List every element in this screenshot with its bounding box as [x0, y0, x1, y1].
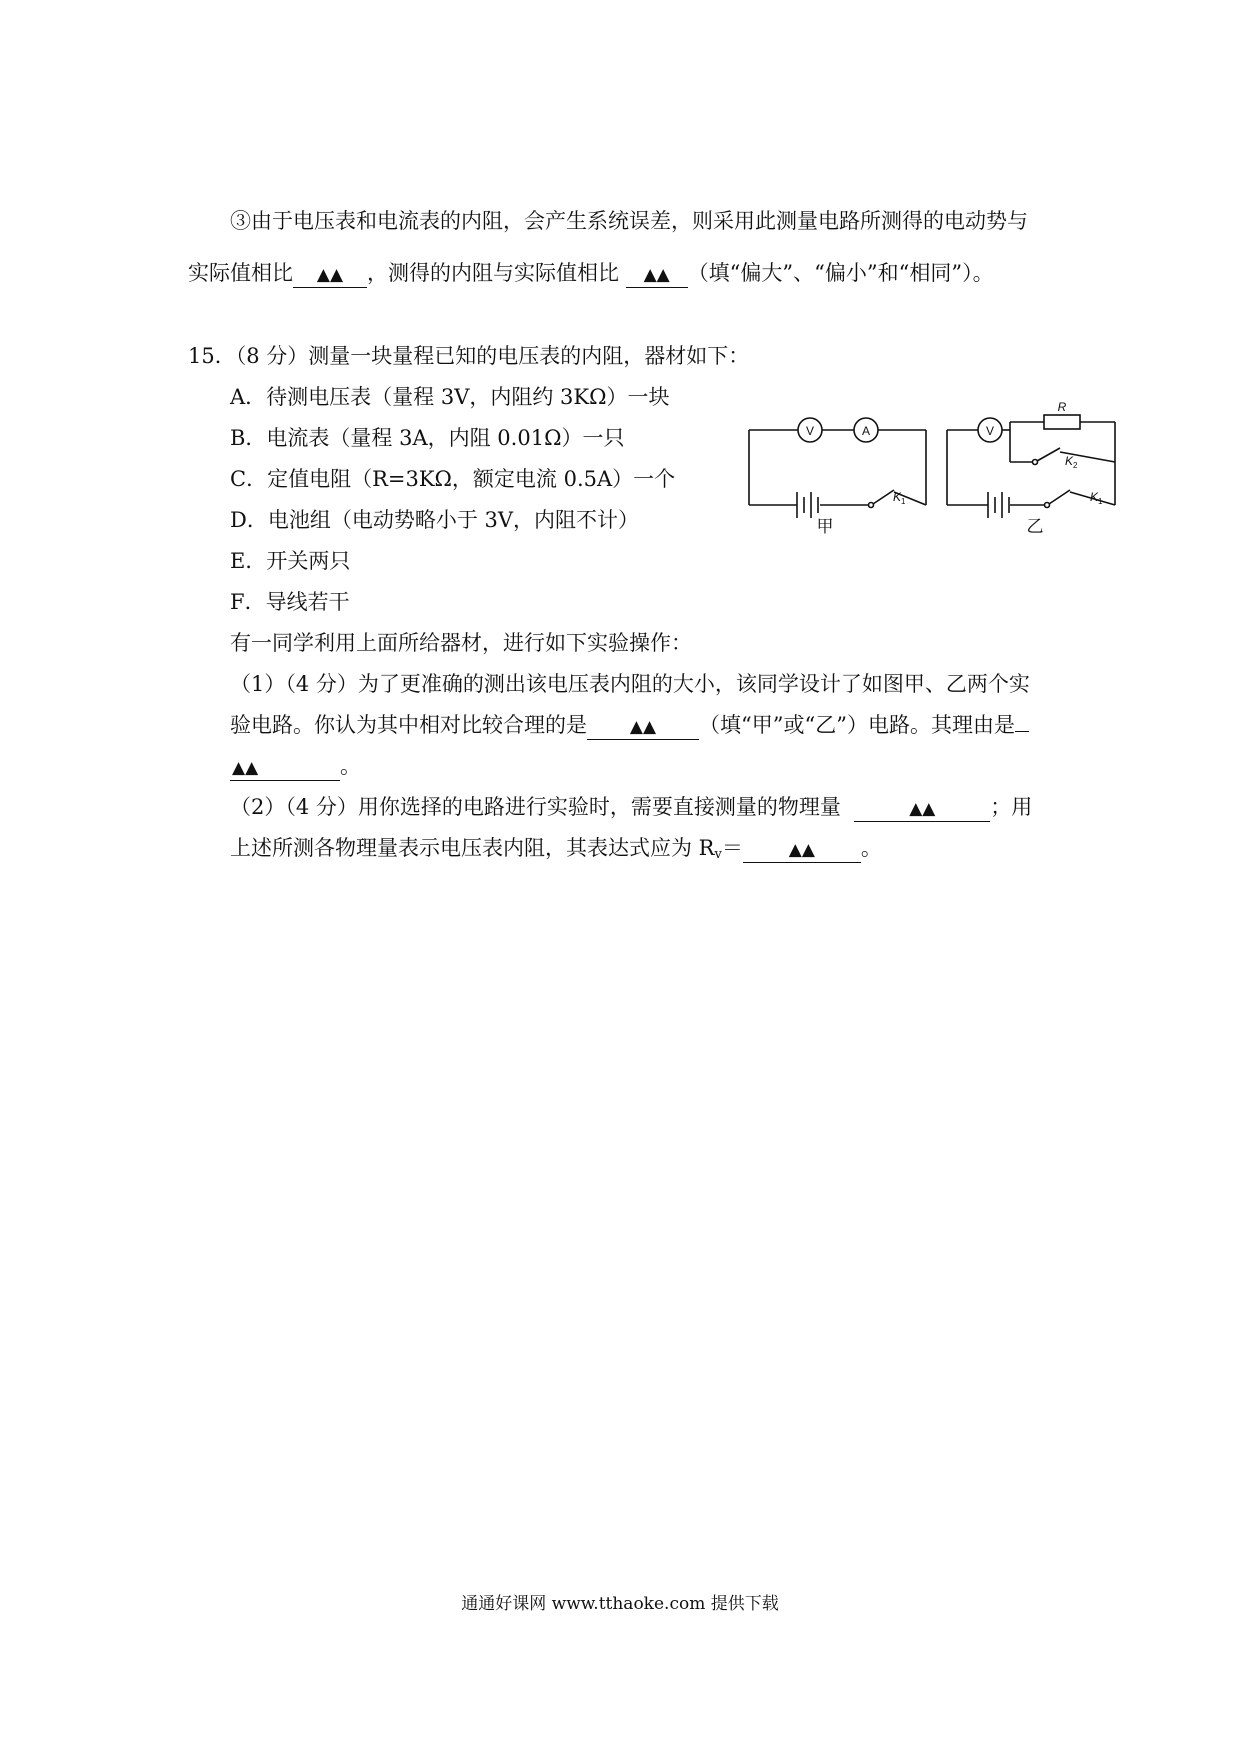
equipment-item-b: B．电流表（量程 3A，内阻 0.01Ω）一只	[230, 426, 625, 450]
q15-p1-text-b: （填“甲”或“乙”）电路。其理由是	[699, 713, 1015, 737]
answer-blank-quantities[interactable]: ▲▲	[854, 797, 990, 822]
resistor-r	[1044, 415, 1080, 429]
q14-part3-line2	[188, 258, 994, 288]
equipment-item-e: E．开关两只	[230, 549, 351, 573]
answer-blank-emf[interactable]: ▲▲	[293, 263, 367, 288]
answer-blank-expression[interactable]: ▲▲	[743, 838, 861, 863]
equipment-item-d: D．电池组（电动势略小于 3V，内阻不计）	[230, 508, 640, 532]
q14-text-b: ，测得的内阻与实际值相比	[367, 261, 619, 285]
q15-p1-text-a: 验电路。你认为其中相对比较合理的是	[230, 713, 587, 737]
equipment-item-a: A．待测电压表（量程 3V，内阻约 3KΩ）一块	[230, 385, 670, 409]
q15-part1-line2	[230, 710, 1029, 740]
q15-p2-text-a: （2）（4 分）用你选择的电路进行实验时，需要直接测量的物理量	[230, 795, 841, 819]
answer-blank-reason[interactable]: ▲▲	[230, 756, 340, 781]
resistor-r-label: R	[1057, 400, 1067, 414]
equipment-item-f: F．导线若干	[230, 590, 350, 614]
switch-k1-yi-icon	[1045, 490, 1071, 508]
page-footer: 通通好课网 www.tthaoke.com 提供下载	[461, 1594, 779, 1614]
ammeter-jia-label: A	[861, 424, 871, 438]
battery-yi-icon	[988, 492, 1009, 518]
q14-text-c: （填“偏大”、“偏小”和“相同”）。	[687, 261, 994, 285]
q15-part1-line3	[230, 751, 361, 781]
q15-header: 15．（8 分）测量一块量程已知的电压表的内阻，器材如下：	[188, 344, 750, 368]
answer-blank-reason-start[interactable]	[1015, 731, 1029, 732]
k1-jia-sub: 1	[901, 497, 906, 506]
voltmeter-jia-label: V	[805, 424, 815, 438]
k1-jia-label: K	[893, 490, 902, 504]
q15-part2-line2	[230, 833, 882, 870]
caption-jia: 甲	[816, 517, 834, 537]
q15-part1-line1: （1）（4 分）为了更准确的测出该电压表内阻的大小，该同学设计了如图甲、乙两个实	[230, 672, 1030, 696]
q15-part2-line1	[230, 792, 1032, 822]
switch-k1-jia-icon	[869, 490, 895, 508]
rv-subscript: v	[714, 847, 722, 862]
equals-sign: ＝	[721, 836, 743, 860]
battery-jia-icon	[797, 492, 818, 518]
answer-blank-resistance[interactable]: ▲▲	[626, 263, 688, 288]
q15-p2-end: 。	[860, 836, 882, 860]
q15-p2-text-c: 上述所测各物理量表示电压表内阻，其表达式应为 R	[230, 836, 715, 860]
caption-yi: 乙	[1026, 517, 1044, 537]
k1-yi-sub: 1	[1098, 497, 1103, 506]
voltmeter-yi-label: V	[985, 424, 995, 438]
q15-p1-end: 。	[340, 754, 361, 778]
k2-sub: 2	[1073, 461, 1078, 470]
q14-text-a: 实际值相比	[188, 261, 293, 285]
q15-p2-text-b: ；用	[990, 795, 1033, 819]
equipment-item-c: C．定值电阻（R=3KΩ，额定电流 0.5A）一个	[230, 467, 676, 491]
answer-blank-circuit-choice[interactable]: ▲▲	[587, 715, 699, 740]
k1-yi-label: K	[1090, 490, 1099, 504]
circuit-diagrams	[740, 400, 1140, 540]
k2-label: K	[1065, 454, 1074, 468]
q15-intro: 有一同学利用上面所给器材，进行如下实验操作：	[230, 631, 692, 655]
q14-part3-line1: ③由于电压表和电流表的内阻，会产生系统误差，则采用此测量电路所测得的电动势与	[230, 209, 1028, 233]
switch-k2-yi-icon	[1033, 448, 1061, 465]
